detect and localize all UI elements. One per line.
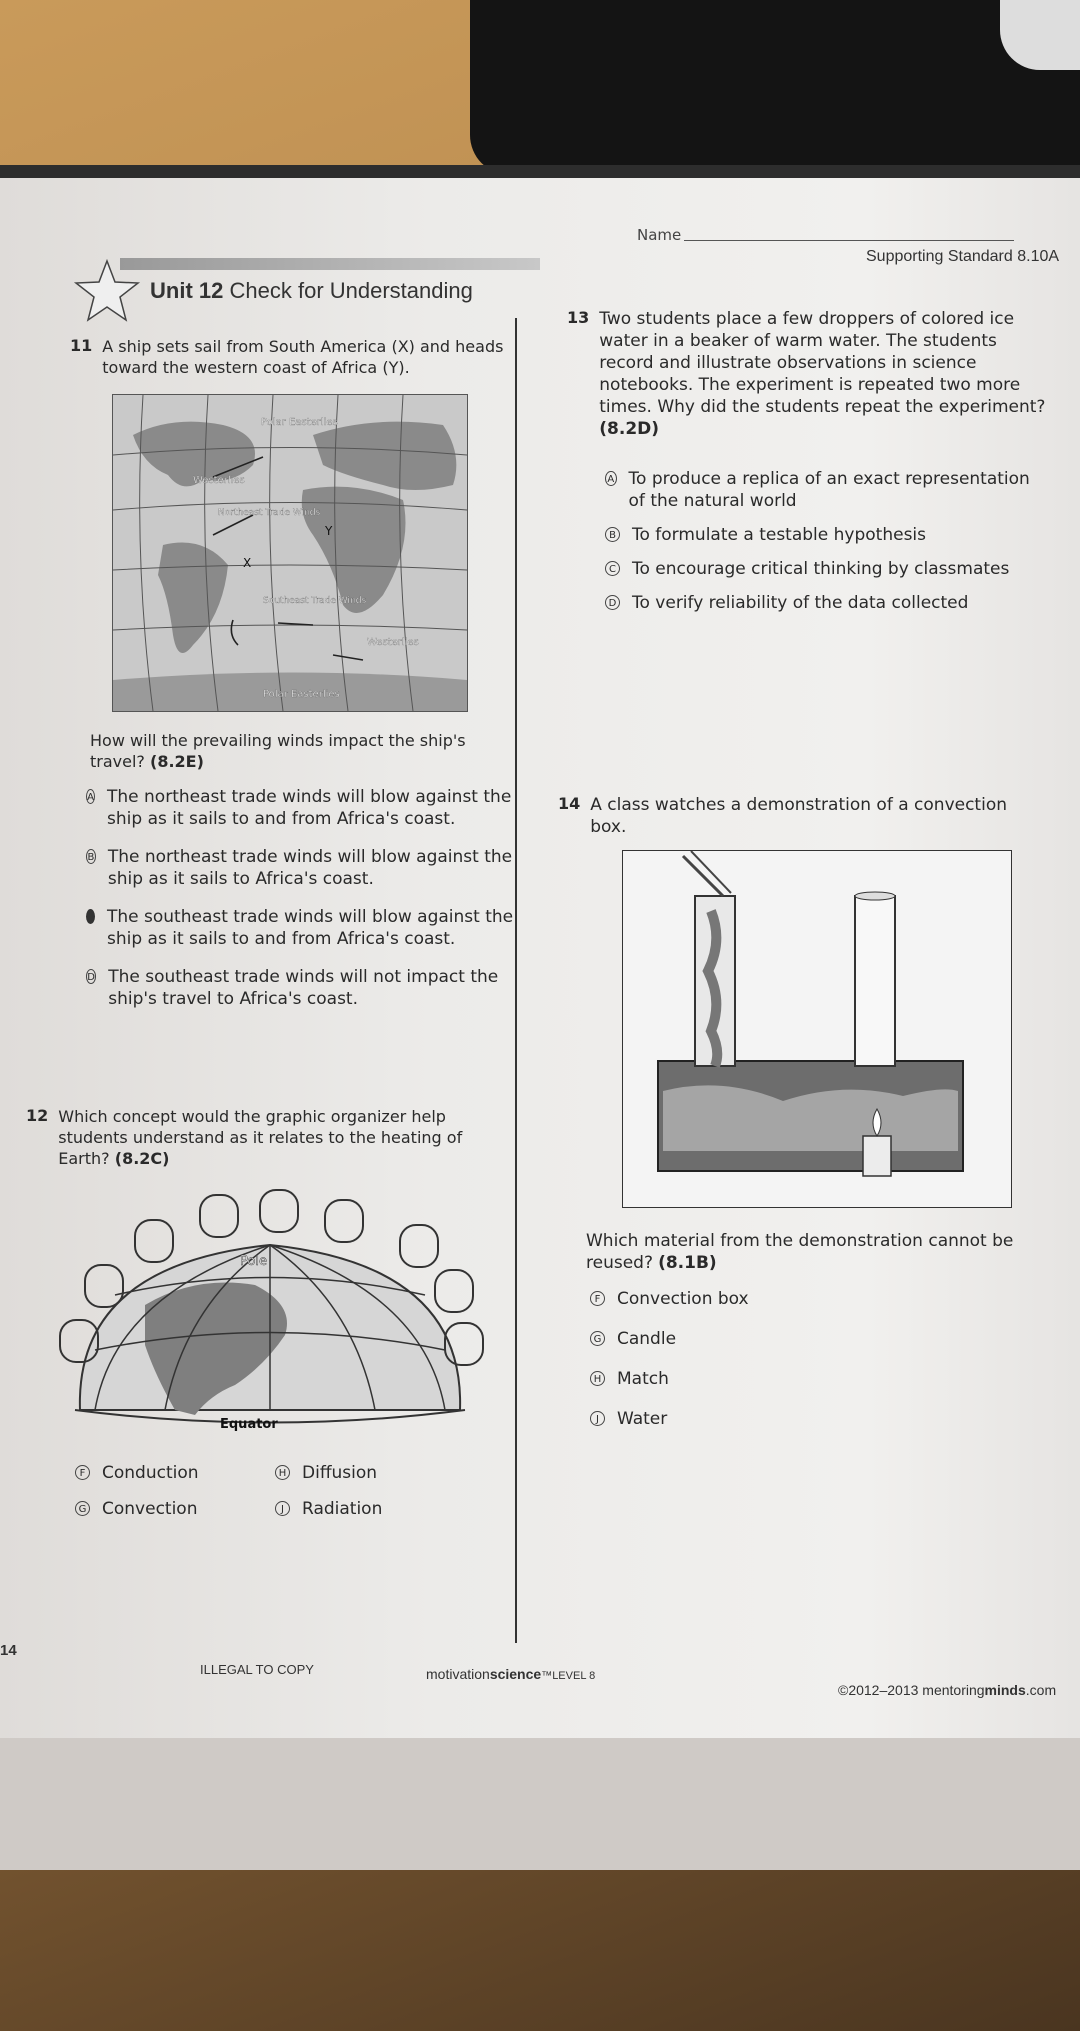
question-14-options — [590, 1288, 1010, 1430]
brand-logo: motivationscience™LEVEL 8 — [426, 1666, 596, 1682]
answer-text: The northeast trade winds will blow against the ship as it sails to and from Africa's coast. — [107, 787, 512, 829]
answer-option-j[interactable] — [590, 1408, 1010, 1430]
answer-text: Diffusion — [302, 1463, 378, 1483]
title-bar — [120, 258, 540, 270]
world-map-graphic — [113, 395, 467, 711]
page-title: Unit 12 Check for Understanding — [150, 278, 473, 303]
convection-box-graphic — [623, 851, 1011, 1207]
answer-bubble[interactable]: G — [590, 1331, 605, 1346]
answer-text: To verify reliability of the data collected — [632, 593, 969, 613]
illegal-to-copy: ILLEGAL TO COPY — [200, 1662, 314, 1677]
answer-bubble[interactable]: J — [275, 1501, 290, 1516]
answer-bubble[interactable]: H — [590, 1371, 605, 1386]
answer-text: Water — [617, 1409, 668, 1429]
label-southeast-trade-winds: Southeast Trade Winds — [263, 596, 367, 606]
answer-text: Radiation — [302, 1499, 383, 1519]
wind-map — [112, 394, 468, 712]
name-line — [684, 240, 1014, 241]
label-equator: Equator — [220, 1417, 278, 1432]
label-pole: Pole — [240, 1254, 267, 1269]
label-polar-easterlies-bottom: Polar Easterlies — [263, 689, 340, 700]
question-11-stem — [90, 730, 510, 772]
binder-edge — [0, 165, 1080, 179]
answer-option-c[interactable] — [605, 558, 1050, 580]
question-number: 12 — [26, 1106, 49, 1125]
answer-option-a[interactable] — [86, 786, 516, 830]
copyright: ©2012–2013 mentoringminds.com — [838, 1682, 1057, 1698]
page-number: 14 — [0, 1642, 17, 1659]
answer-option-g[interactable] — [75, 1498, 275, 1520]
answer-bubble[interactable]: B — [86, 849, 96, 864]
answer-text: Convection — [102, 1499, 198, 1519]
question-14-stem — [586, 1230, 1036, 1274]
label-northeast-trade-winds: Northeast Trade Winds — [218, 508, 321, 518]
answer-text: To formulate a testable hypothesis — [632, 525, 927, 545]
answer-option-h[interactable] — [590, 1368, 1010, 1390]
question-13 — [567, 308, 1047, 440]
answer-bubble[interactable]: A — [86, 789, 95, 804]
answer-option-d[interactable] — [86, 966, 516, 1010]
answer-bubble[interactable]: C — [605, 561, 620, 576]
question-13-options — [605, 468, 1050, 614]
answer-text: Match — [617, 1369, 669, 1389]
answer-bubble[interactable]: F — [75, 1465, 90, 1480]
question-prompt: Two students place a few droppers of colored ice water in a beaker of warm water. The students record and illustrate observations in science notebooks. The experiment is repeated two more times. Why did the students repeat the experiment? (8.2D) — [599, 309, 1046, 439]
answer-option-d[interactable] — [605, 592, 1050, 614]
name-label: Name — [637, 226, 682, 244]
answer-bubble[interactable]: B — [605, 527, 620, 542]
question-11 — [70, 336, 510, 378]
supporting-standard: Supporting Standard 8.10A — [866, 248, 1060, 265]
question-12 — [26, 1106, 506, 1169]
question-11-options — [86, 786, 516, 1010]
lower-page-sheet — [0, 1720, 1080, 1870]
answer-text: Conduction — [102, 1463, 199, 1483]
answer-option-j[interactable] — [275, 1498, 382, 1520]
answer-bubble[interactable]: D — [86, 969, 96, 984]
answer-bubble[interactable]: D — [605, 595, 620, 610]
label-westerlies-top: Westerlies — [193, 475, 245, 486]
answer-option-a[interactable] — [605, 468, 1050, 512]
question-number: 14 — [558, 794, 581, 813]
answer-text: The southeast trade winds will not impact the ship's travel to Africa's coast. — [108, 967, 499, 1009]
answer-bubble[interactable]: J — [590, 1411, 605, 1426]
answer-option-b[interactable] — [605, 524, 1050, 546]
answer-text: The northeast trade winds will blow against the ship as it sails to Africa's coast. — [107, 847, 513, 889]
label-x: X — [243, 556, 252, 570]
answer-option-g[interactable] — [590, 1328, 1010, 1350]
dark-fabric — [470, 0, 1080, 175]
answer-text: To produce a replica of an exact representation of the natural world — [628, 469, 1030, 511]
label-y: Y — [325, 524, 333, 538]
question-number: 13 — [567, 308, 590, 327]
label-polar-easterlies-top: Polar Easterlies — [261, 417, 338, 428]
answer-option-f[interactable] — [75, 1462, 275, 1484]
answer-text: Convection box — [617, 1289, 749, 1309]
answer-option-f[interactable] — [590, 1288, 1010, 1310]
question-text: Which material from the demonstration cannot be reused? — [586, 1231, 1014, 1273]
answer-option-c-selected[interactable] — [86, 906, 516, 950]
question-prompt: A ship sets sail from South America (X) and heads toward the western coast of Africa (Y). — [102, 337, 504, 377]
answer-bubble[interactable]: A — [605, 471, 617, 486]
answer-bubble-filled[interactable] — [86, 909, 95, 924]
question-standard: (8.1B) — [658, 1253, 717, 1273]
answer-text: The southeast trade winds will blow against the ship as it sails to and from Africa's coast. — [107, 907, 514, 949]
answer-text: To encourage critical thinking by classmates — [632, 559, 1010, 579]
answer-option-b[interactable] — [86, 846, 516, 890]
label-westerlies-bottom: Westerlies — [367, 637, 419, 648]
question-prompt: Which concept would the graphic organizer help students understand as it relates to the heating of Earth? (8.2C) — [58, 1107, 463, 1168]
question-number: 11 — [70, 336, 93, 355]
question-text: How will the prevailing winds impact the ship's travel? — [90, 731, 466, 771]
question-standard: (8.2E) — [150, 752, 204, 771]
question-12-options — [75, 1462, 495, 1520]
answer-bubble[interactable]: G — [75, 1501, 90, 1516]
answer-option-h[interactable] — [275, 1462, 377, 1484]
answer-bubble[interactable]: H — [275, 1465, 290, 1480]
answer-bubble[interactable]: F — [590, 1291, 605, 1306]
clip-object — [1000, 0, 1080, 70]
convection-box-figure — [622, 850, 1012, 1208]
globe-graphic-organizer — [35, 1185, 505, 1450]
question-14 — [558, 794, 1028, 838]
answer-text: Candle — [617, 1329, 677, 1349]
question-prompt: A class watches a demonstration of a convection box. — [590, 795, 1007, 837]
